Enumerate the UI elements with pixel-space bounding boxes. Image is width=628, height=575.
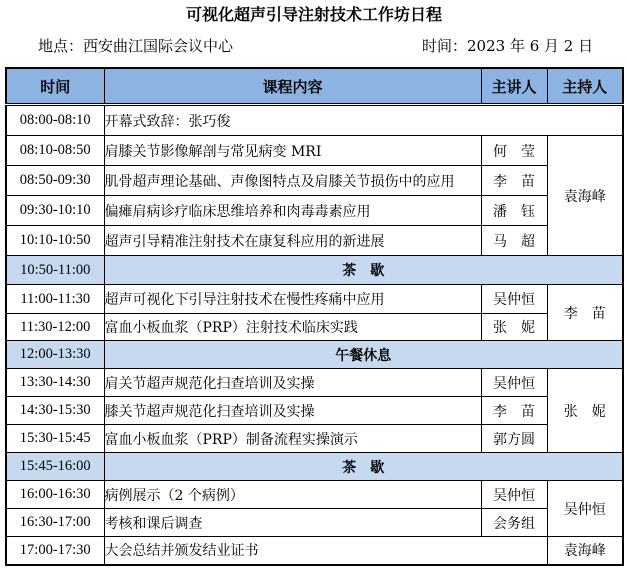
host-cell: 吴仲恒 bbox=[547, 481, 623, 537]
speaker-cell: 马 超 bbox=[481, 226, 547, 256]
course-cell: 超声可视化下引导注射技术在慢性疼痛中应用 bbox=[104, 285, 481, 314]
time-cell: 11:30-12:00 bbox=[6, 314, 104, 341]
schedule-row bbox=[6, 226, 623, 256]
time-cell: 14:30-15:30 bbox=[6, 397, 104, 425]
course-cell: 考核和课后调查 bbox=[104, 509, 481, 537]
course-cell: 肌骨超声理论基础、声像图特点及肩膝关节损伤中的应用 bbox=[104, 166, 481, 196]
break-label: 茶 歇 bbox=[104, 256, 623, 285]
time-cell: 16:00-16:30 bbox=[6, 481, 104, 509]
schedule-row bbox=[6, 314, 623, 341]
time-cell: 16:30-17:00 bbox=[6, 509, 104, 537]
schedule-row bbox=[6, 136, 623, 166]
time-cell: 17:00-17:30 bbox=[6, 537, 104, 565]
course-cell: 富血小板血浆（PRP）制备流程实操演示 bbox=[104, 425, 481, 453]
break-row bbox=[6, 453, 623, 481]
venue-location: 地点：西安曲江国际会议中心 bbox=[38, 37, 234, 55]
speaker-cell: 吴仲恒 bbox=[481, 285, 547, 314]
course-cell: 偏瘫肩病诊疗临床思维培养和肉毒毒素应用 bbox=[104, 196, 481, 226]
speaker-cell: 潘 钰 bbox=[481, 196, 547, 226]
speaker-cell: 吴仲恒 bbox=[481, 369, 547, 397]
course-cell: 超声引导精准注射技术在康复科应用的新进展 bbox=[104, 226, 481, 256]
time-cell: 11:00-11:30 bbox=[6, 285, 104, 314]
course-cell: 病例展示（2 个病例） bbox=[104, 481, 481, 509]
time-cell: 08:00-08:10 bbox=[6, 105, 104, 136]
schedule-table bbox=[5, 67, 624, 566]
course-cell: 富血小板血浆（PRP）注射技术临床实践 bbox=[104, 314, 481, 341]
host-cell: 李 苗 bbox=[547, 285, 623, 341]
header-time: 时间 bbox=[6, 68, 104, 105]
course-cell: 开幕式致辞：张巧俊 bbox=[104, 105, 623, 136]
event-date: 时间：2023 年 6 月 2 日 bbox=[422, 37, 594, 55]
course-cell: 膝关节超声规范化扫查培训及实操 bbox=[104, 397, 481, 425]
time-cell: 10:10-10:50 bbox=[6, 226, 104, 256]
host-cell: 袁海峰 bbox=[547, 537, 623, 565]
speaker-cell: 李 苗 bbox=[481, 397, 547, 425]
schedule-row bbox=[6, 196, 623, 226]
header-speaker: 主讲人 bbox=[481, 68, 547, 105]
course-cell: 大会总结并颁发结业证书 bbox=[104, 537, 547, 565]
table-header-row bbox=[6, 68, 623, 105]
break-label: 茶 歇 bbox=[104, 453, 623, 481]
time-cell: 12:00-13:30 bbox=[6, 341, 104, 369]
break-row bbox=[6, 341, 623, 369]
schedule-row bbox=[6, 166, 623, 196]
time-cell: 10:50-11:00 bbox=[6, 256, 104, 285]
course-cell: 肩关节超声规范化扫查培训及实操 bbox=[104, 369, 481, 397]
schedule-row bbox=[6, 425, 623, 453]
break-label: 午餐休息 bbox=[104, 341, 623, 369]
time-cell: 15:30-15:45 bbox=[6, 425, 104, 453]
time-cell: 09:30-10:10 bbox=[6, 196, 104, 226]
header-course: 课程内容 bbox=[104, 68, 481, 105]
schedule-row bbox=[6, 537, 623, 565]
time-cell: 15:45-16:00 bbox=[6, 453, 104, 481]
speaker-cell: 何 莹 bbox=[481, 136, 547, 166]
speaker-cell: 吴仲恒 bbox=[481, 481, 547, 509]
break-row bbox=[6, 256, 623, 285]
speaker-cell: 会务组 bbox=[481, 509, 547, 537]
schedule-row bbox=[6, 285, 623, 314]
schedule-row bbox=[6, 105, 623, 136]
schedule-row bbox=[6, 369, 623, 397]
speaker-cell: 郭方圆 bbox=[481, 425, 547, 453]
document-title: 可视化超声引导注射技术工作坊日程 bbox=[185, 5, 442, 24]
speaker-cell: 李 苗 bbox=[481, 166, 547, 196]
schedule-row bbox=[6, 481, 623, 509]
schedule-row bbox=[6, 509, 623, 537]
course-cell: 肩膝关节影像解剖与常见病变 MRI bbox=[104, 136, 481, 166]
host-cell: 张 妮 bbox=[547, 369, 623, 453]
header-host: 主持人 bbox=[547, 68, 623, 105]
time-cell: 13:30-14:30 bbox=[6, 369, 104, 397]
speaker-cell: 张 妮 bbox=[481, 314, 547, 341]
time-cell: 08:50-09:30 bbox=[6, 166, 104, 196]
schedule-row bbox=[6, 397, 623, 425]
time-cell: 08:10-08:50 bbox=[6, 136, 104, 166]
host-cell: 袁海峰 bbox=[547, 136, 623, 256]
